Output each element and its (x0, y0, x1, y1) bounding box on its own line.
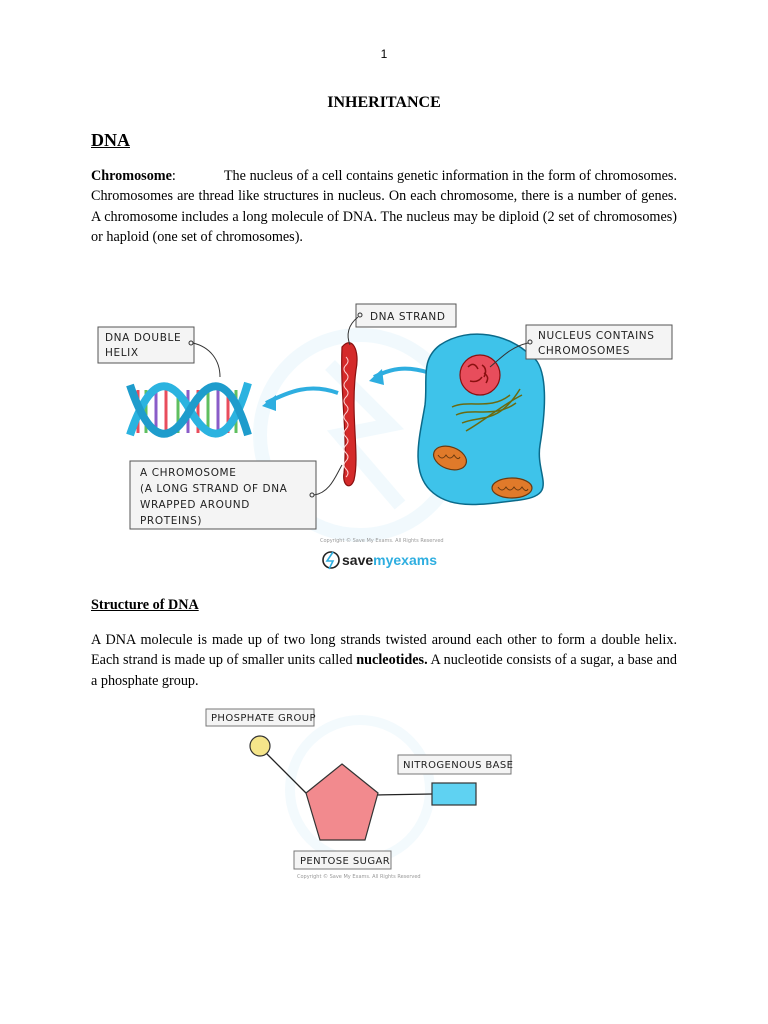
page-number: 1 (380, 47, 388, 61)
structure-paragraph (91, 630, 677, 691)
label-nucleus-line1: NUCLEUS CONTAINS (538, 330, 655, 342)
logo-my: my (373, 552, 394, 568)
figure1-copyright: Copyright © Save My Exams. All Rights Reserved (320, 538, 444, 544)
label-phosphate-group: PHOSPHATE GROUP (211, 713, 316, 724)
figure-nucleotide (200, 700, 520, 884)
logo-save: save (342, 552, 374, 568)
label-nucleus-line2: CHROMOSOMES (538, 345, 630, 357)
label-chromosome-line4: PROTEINS) (140, 515, 203, 527)
phosphate-group-icon (250, 736, 270, 756)
chromosome-colon: : (171, 168, 176, 184)
label-double-helix-line2: HELIX (105, 347, 139, 359)
structure-heading: Structure of DNA (91, 597, 199, 613)
chromosome-definition: The nucleus of a cell contains genetic information in the form of chromosomes. Chromosomes are thread like structures in nucleus. On each chromosome, there is a number of genes. A chromosome includes a long molecule of DNA. The nucleus may be diploid (2 set of chromosomes) or haploid (one set of chromosomes). (91, 168, 677, 246)
label-nitrogenous-base: NITROGENOUS BASE (403, 760, 514, 771)
label-chromosome-line2: (A LONG STRAND OF DNA (140, 483, 288, 495)
section-heading-dna: DNA (91, 130, 130, 150)
dna-double-helix-icon (130, 383, 248, 435)
label-chromosome-line1: A CHROMOSOME (140, 467, 237, 479)
chromosome-term: Chromosome (91, 168, 172, 184)
cell-icon (418, 334, 544, 504)
structure-text-after: A nucleotide consists of a sugar, a base and a phosphate group. (91, 652, 677, 689)
chromosome-strand-icon (342, 343, 357, 486)
arrowhead-chromosome-icon (369, 369, 384, 385)
label-dna-strand: DNA STRAND (370, 311, 446, 323)
page-title: INHERITANCE (327, 94, 441, 111)
svg-text:savemyexams (342, 552, 437, 568)
label-double-helix-line1: DNA DOUBLE (105, 332, 182, 344)
label-chromosome-line3: WRAPPED AROUND (140, 499, 250, 511)
nitrogenous-base-icon (432, 783, 476, 805)
pentose-sugar-icon (306, 764, 378, 840)
base-bond-line (376, 794, 432, 795)
figure-dna-chromosome (90, 295, 690, 577)
structure-text-before: A DNA molecule is made up of two long strands twisted around each other to form a double helix. Each strand is made up of smaller units called (91, 632, 677, 669)
figure2-copyright: Copyright © Save My Exams. All Rights Reserved (297, 874, 421, 880)
structure-bold-nucleotides: nucleotides. (356, 652, 428, 669)
save-my-exams-logo (323, 552, 437, 569)
label-pentose-sugar: PENTOSE SUGAR (300, 856, 391, 867)
chromosome-paragraph (91, 166, 677, 248)
logo-exams: exams (393, 552, 437, 568)
